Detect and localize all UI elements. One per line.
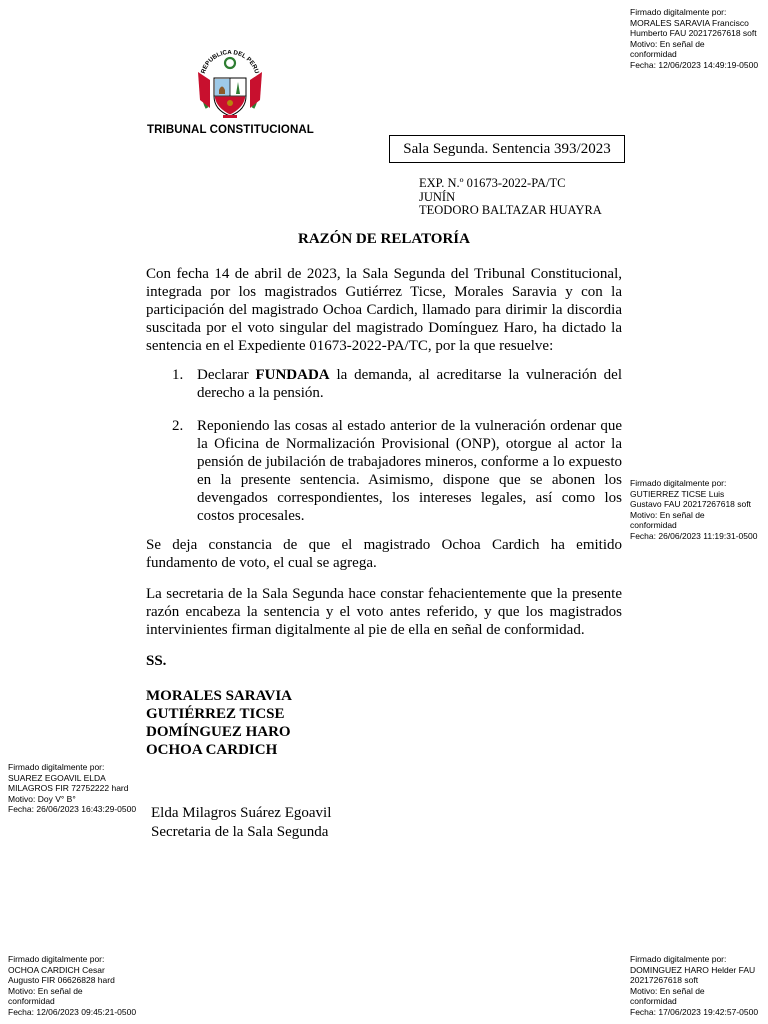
signature-line: Fecha: 12/06/2023 14:49:19-0500 [630, 59, 759, 70]
digital-signature-stamp [8, 762, 136, 815]
digital-signature-stamp [630, 954, 758, 1017]
svg-text:REPUBLICA DEL PERU [200, 50, 260, 75]
secretary-role: Secretaria de la Sala Segunda [151, 823, 329, 840]
signature-line: conformidad [630, 996, 677, 1006]
list-item-text-part: la demanda, al acreditarse la vulneración del derecho a la pensión. [197, 367, 622, 401]
paragraph-note: Se deja constancia de que el magistrado Ochoa Cardich ha emitido fundamento de voto, el cual se agrega. [146, 537, 622, 571]
institution-name: TRIBUNAL CONSTITUCIONAL [147, 124, 314, 136]
signature-line: Motivo: En señal de [630, 985, 705, 996]
signature-line: conformidad [630, 520, 677, 530]
signature-line: Fecha: 26/06/2023 11:19:31-0500 [630, 530, 758, 541]
signature-line: Firmado digitalmente por: [8, 954, 105, 964]
digital-signature-stamp [630, 7, 758, 70]
signature-line: MORALES SARAVIA Francisco [630, 17, 749, 28]
case-region: JUNÍN [419, 189, 456, 204]
signature-line: MILAGROS FIR 72752222 hard [8, 783, 129, 793]
signature-line: Augusto FIR 06626828 hard [8, 975, 115, 985]
signature-line: Firmado digitalmente por: [630, 7, 727, 17]
signature-line: SUAREZ EGOAVIL ELDA [8, 772, 106, 783]
signature-line: Fecha: 12/06/2023 09:45:21-0500 [8, 1006, 137, 1017]
list-item-text: Reponiendo las cosas al estado anterior de la vulneración ordenar que la Oficina de Normalización Provisional (ONP), otorgue al actor la pensión de jubilación de trabajadores mineros, conforme a lo expuesto en la presente sentencia. Asimismo, dispone que se abonen los devengados correspondientes, los intereses legales, así como los costos procesales. [197, 418, 622, 524]
signature-line: Motivo: En señal de [630, 38, 705, 49]
magistrate-name: DOMÍNGUEZ HARO [146, 724, 291, 740]
signature-line: Humberto FAU 20217267618 soft [630, 28, 757, 38]
signature-line: GUTIERREZ TICSE Luis [630, 488, 725, 499]
magistrate-name: MORALES SARAVIA [146, 688, 293, 704]
signature-line: conformidad [8, 996, 55, 1006]
document-title: RAZÓN DE RELATORÍA [298, 231, 470, 247]
signature-line: conformidad [630, 49, 677, 59]
list-item-text [197, 366, 622, 402]
secretary-name: Elda Milagros Suárez Egoavil [151, 805, 332, 821]
case-number: EXP. N.º 01673-2022-PA/TC [419, 176, 566, 190]
ruling-keyword: FUNDADA [255, 367, 330, 383]
signature-line: DOMINGUEZ HARO Helder FAU [630, 964, 756, 975]
magistrate-name: OCHOA CARDICH [146, 742, 278, 758]
signature-line: Fecha: 17/06/2023 19:42:57-0500 [630, 1006, 759, 1017]
coat-of-arms-icon [190, 50, 270, 120]
list-item-text-part: Declarar [197, 367, 256, 383]
signature-line: Firmado digitalmente por: [630, 954, 727, 964]
signature-line: 20217267618 soft [630, 975, 699, 985]
paragraph-certification: La secretaria de la Sala Segunda hace constar fehacientemente que la presente razón encabeza la sentencia y el voto antes referido, y que los magistrados intervinientes firman digitalmente al pie de ella en señal de conformidad. [146, 586, 622, 638]
case-file-block [419, 177, 602, 218]
signature-line: Firmado digitalmente por: [8, 762, 105, 772]
magistrate-name: GUTIÉRREZ TICSE [146, 706, 285, 722]
signature-line: OCHOA CARDICH Cesar [8, 964, 105, 975]
signature-line: Firmado digitalmente por: [630, 478, 727, 488]
signature-line: Motivo: En señal de [8, 985, 83, 996]
sentence-reference-box: Sala Segunda. Sentencia 393/2023 [389, 135, 625, 163]
secretary-block [151, 804, 331, 841]
paragraph-intro: Con fecha 14 de abril de 2023, la Sala Segunda del Tribunal Constitucional, integrada por los magistrados Gutiérrez Ticse, Morales Saravia y con la participación del magistrado Ochoa Cardich, llamado para dirimir la discordia suscitada por el voto singular del magistrado Domínguez Haro, ha dictado la sentencia en el Expediente 01673-2022-PA/TC, por la que resuelve: [146, 266, 622, 354]
signature-line: Motivo: Doy V° B° [8, 793, 76, 804]
digital-signature-stamp [8, 954, 136, 1017]
signature-line: Motivo: En señal de [630, 509, 705, 520]
case-party: TEODORO BALTAZAR HUAYRA [419, 203, 602, 217]
ss-label: SS. [146, 653, 167, 669]
signature-line: Gustavo FAU 20217267618 soft [630, 499, 751, 509]
list-item-number: 1. [172, 367, 184, 383]
list-item-number: 2. [172, 418, 184, 434]
seal-text: REPUBLICA DEL PERU [199, 50, 261, 75]
digital-signature-stamp [630, 478, 757, 541]
signature-line: Fecha: 26/06/2023 16:43:29-0500 [8, 804, 137, 814]
magistrates-list [146, 687, 292, 759]
